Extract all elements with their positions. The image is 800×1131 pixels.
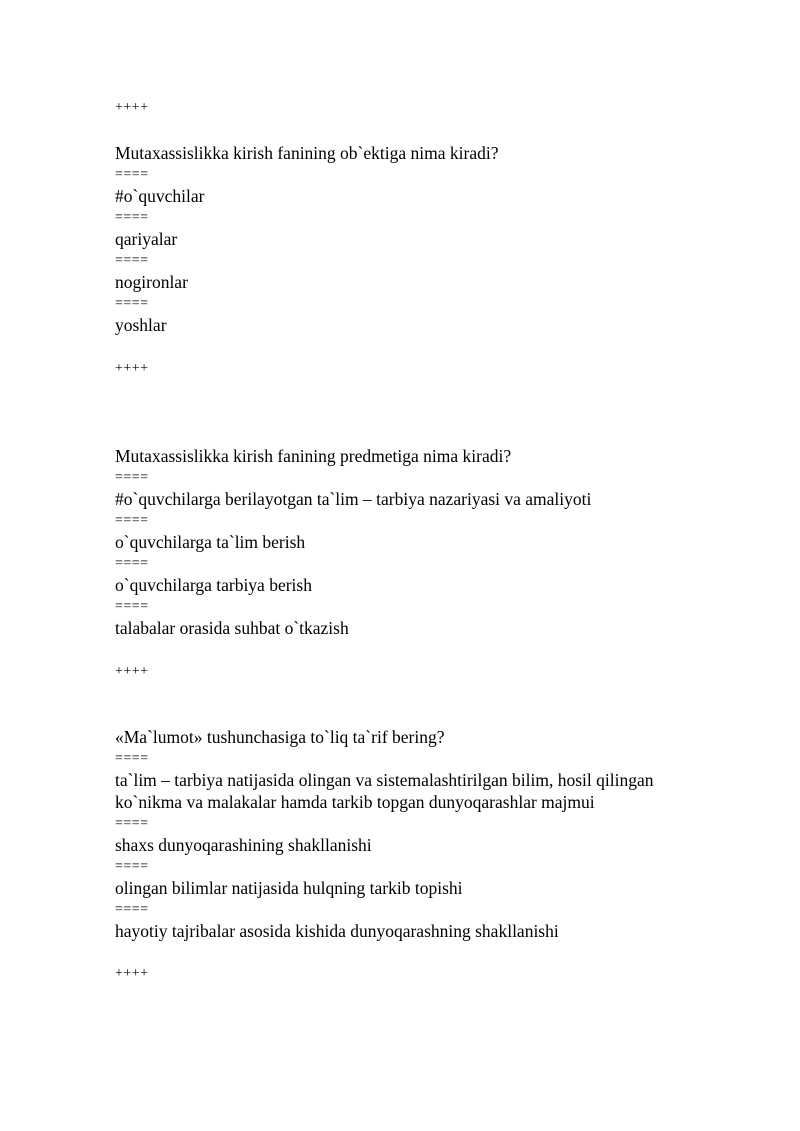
block-separator: ++++ [115,966,149,981]
question-3-option-1-line-1: ta`lim – tarbiya natijasida olingan va sistemalashtirilgan bilim, hosil qilingan [115,770,654,790]
question-1-text: Mutaxassislikka kirish fanining ob`ektiga nima kiradi? [115,143,499,163]
option-separator: ==== [115,210,149,225]
question-3-option-3: olingan bilimlar natijasida hulqning tarkib topishi [115,878,463,898]
question-2-text: Mutaxassislikka kirish fanining predmetiga nima kiradi? [115,446,512,466]
question-2-option-4: talabalar orasida suhbat o`tkazish [115,618,349,638]
question-3-text: «Ma`lumot» tushunchasiga to`liq ta`rif bering? [115,727,445,747]
option-separator: ==== [115,751,149,766]
question-1-option-4: yoshlar [115,315,167,335]
question-3-option-2: shaxs dunyoqarashining shakllanishi [115,835,372,855]
question-2-option-3: o`quvchilarga tarbiya berish [115,575,312,595]
option-separator: ==== [115,513,149,528]
option-separator: ==== [115,816,149,831]
option-separator: ==== [115,253,149,268]
option-separator: ==== [115,599,149,614]
option-separator: ==== [115,470,149,485]
option-separator: ==== [115,902,149,917]
question-1-option-2: qariyalar [115,229,178,249]
question-3-option-4: hayotiy tajribalar asosida kishida dunyoqarashning shakllanishi [115,921,559,941]
question-2-option-1: #o`quvchilarga berilayotgan ta`lim – tarbiya nazariyasi va amaliyoti [115,489,592,509]
block-separator: ++++ [115,100,149,115]
option-separator: ==== [115,167,149,182]
question-1-option-1: #o`quvchilar [115,186,205,206]
option-separator: ==== [115,859,149,874]
question-3-option-1-line-2: ko`nikma va malakalar hamda tarkib topgan dunyoqarashlar majmui [115,792,595,812]
question-1-option-3: nogironlar [115,272,188,292]
option-separator: ==== [115,556,149,571]
block-separator: ++++ [115,361,149,376]
block-separator: ++++ [115,664,149,679]
question-2-option-2: o`quvchilarga ta`lim berish [115,532,306,552]
option-separator: ==== [115,296,149,311]
